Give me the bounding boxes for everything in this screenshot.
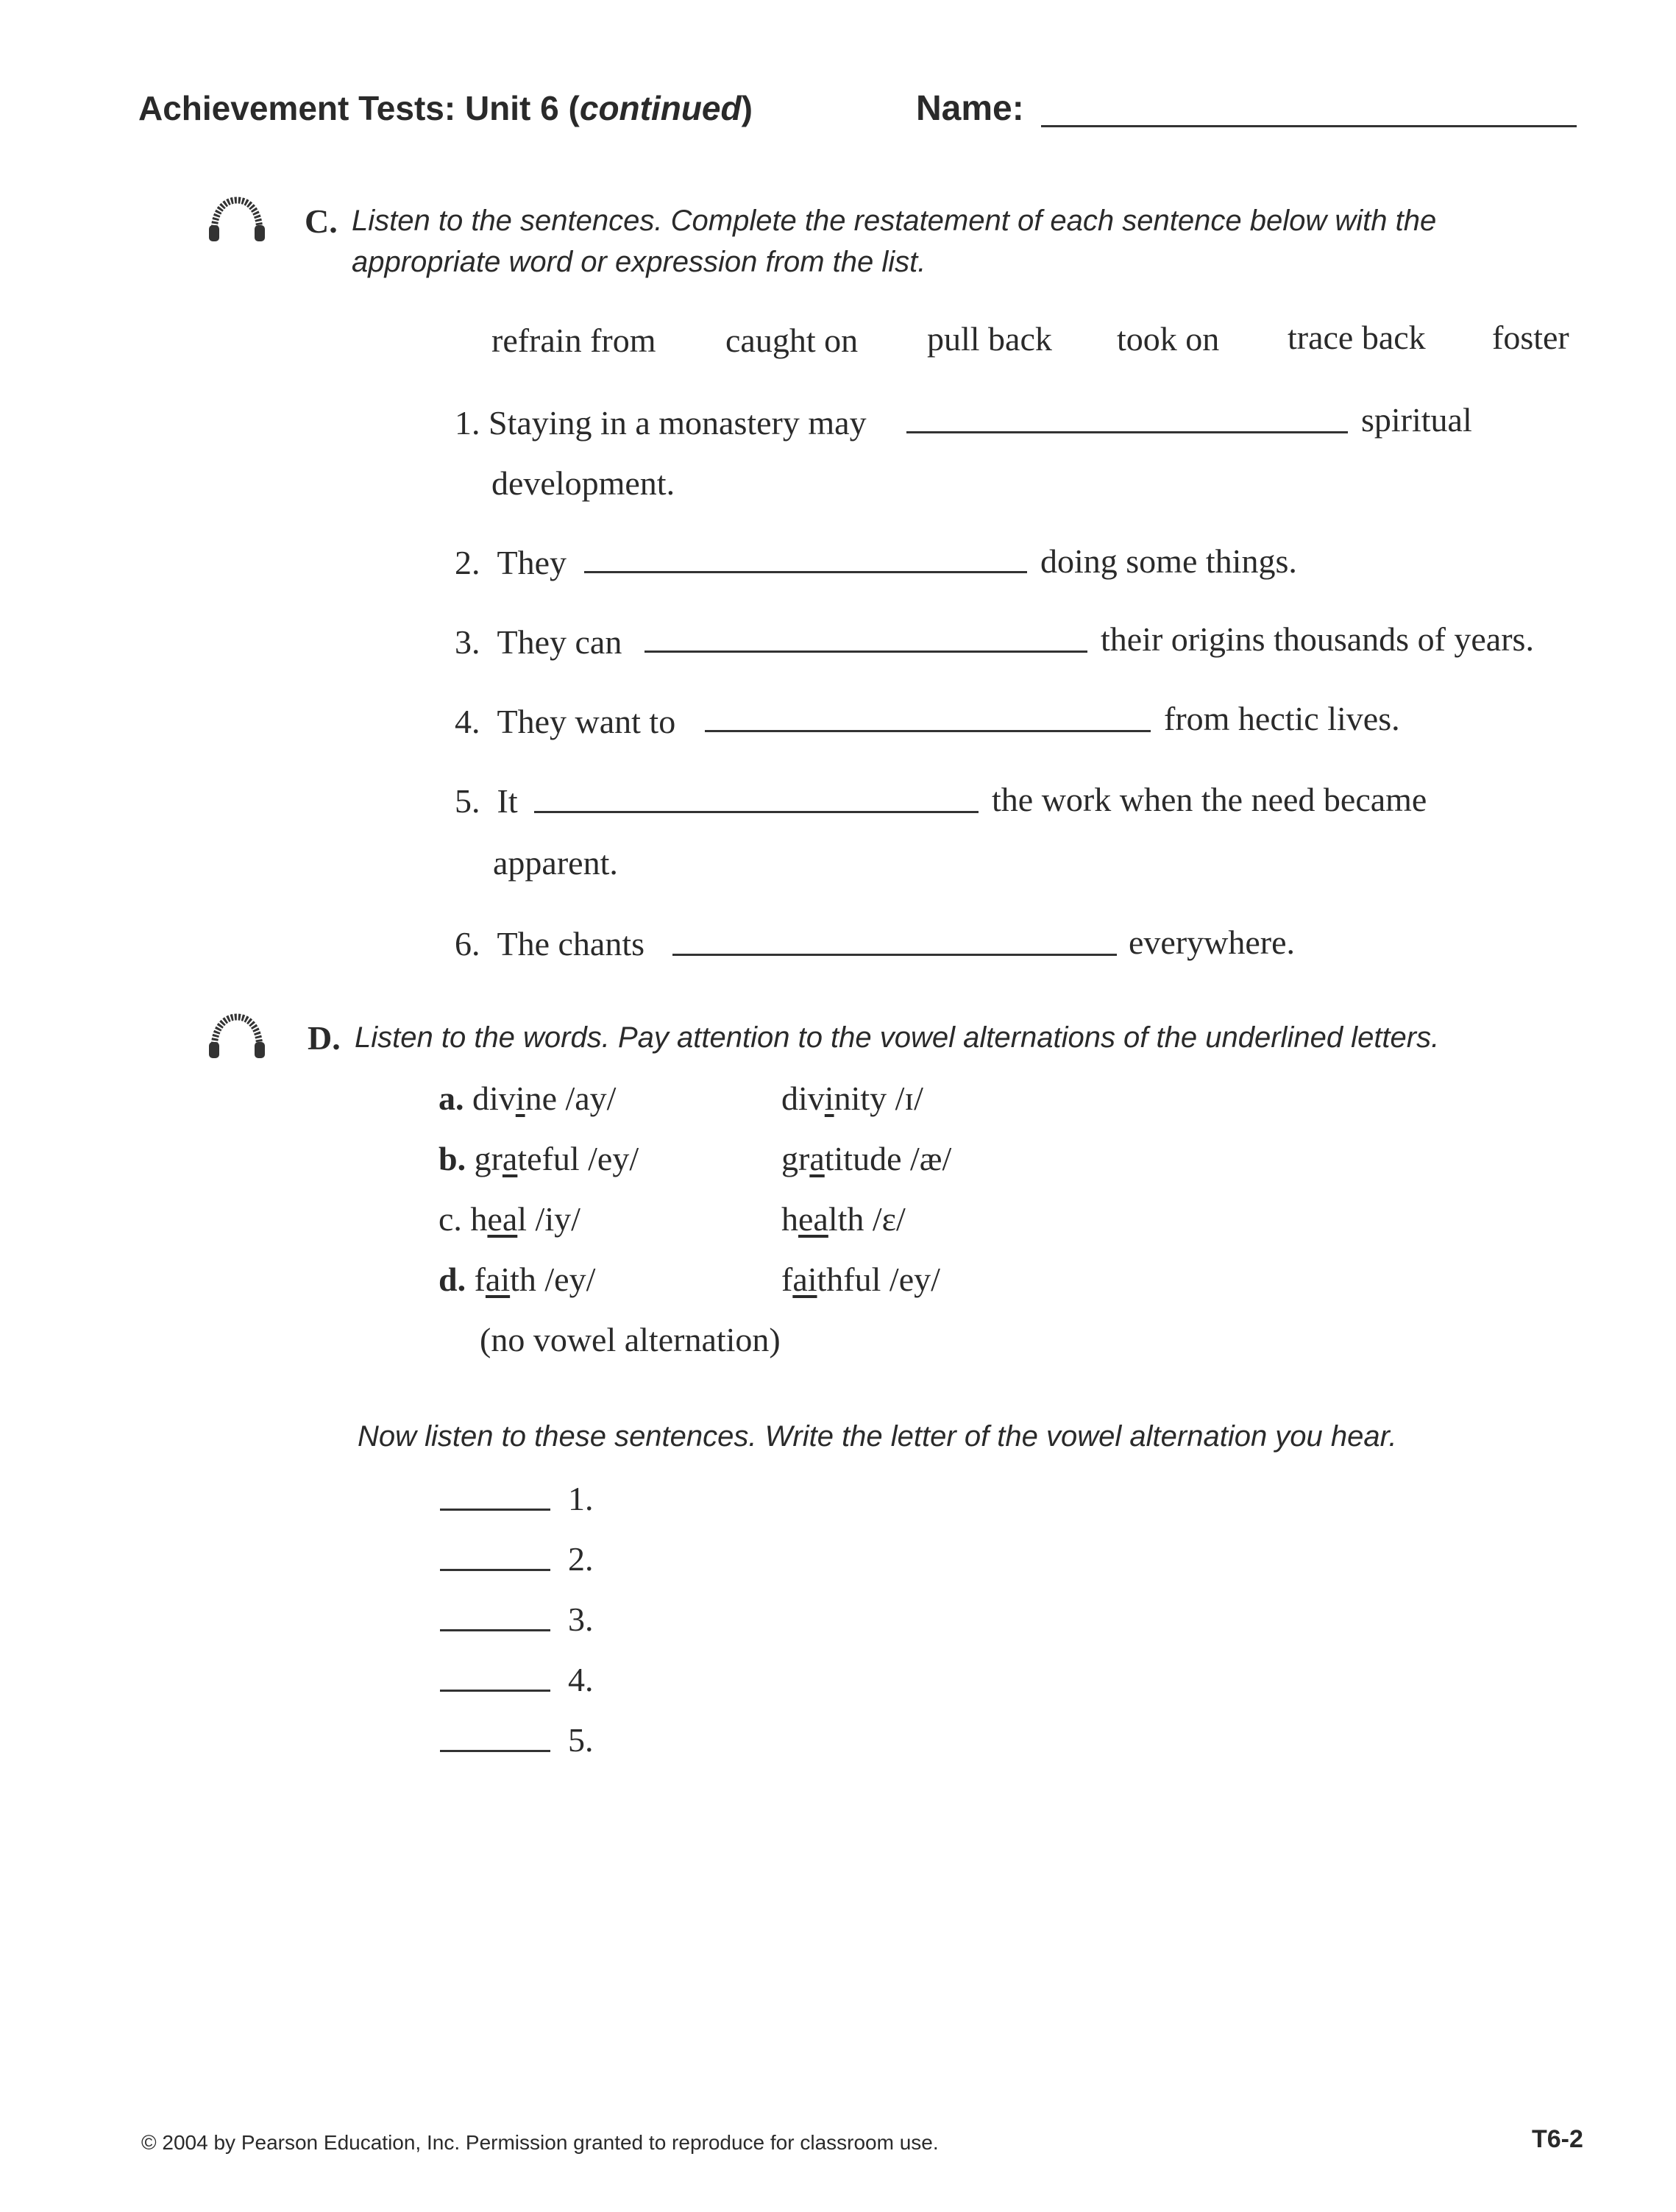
section-c-instruction-line1: Listen to the sentences. Complete the restatement of each sentence below with the [352,205,1437,237]
section-d-instruction: Listen to the words. Pay attention to the vowel alternations of the underlined letters. [355,1021,1440,1054]
answer-blank-6[interactable] [672,954,1117,956]
question-5-after: the work when the need became [992,781,1427,818]
answer-number: 5. [568,1721,594,1759]
answer-line-3[interactable] [440,1629,550,1631]
answer-blank-3[interactable] [645,651,1087,653]
question-6: 6. The chants [455,925,645,963]
question-1: 1. Staying in a monastery may [455,404,867,442]
question-4-after: from hectic lives. [1164,700,1400,737]
question-3: 3. They can [455,623,622,661]
section-c-instruction-line2: appropriate word or expression from the list. [352,246,926,278]
answer-line-4[interactable] [440,1690,550,1692]
word-option: caught on [725,322,859,359]
name-input-line[interactable] [1041,125,1577,127]
question-1-after: spiritual [1361,401,1472,439]
section-d-letter: D. [308,1019,341,1057]
answer-line-2[interactable] [440,1569,550,1571]
answer-blank-2[interactable] [584,571,1027,573]
question-5-continued: apparent. [493,844,618,882]
pair-c-word1: c. heal /iy/ [438,1200,580,1238]
answer-number: 2. [568,1540,594,1578]
page-title: Achievement Tests: Unit 6 (continued) [138,89,753,127]
pair-d-word2: faithful /ey/ [781,1261,940,1298]
page-number: T6-2 [1532,2125,1583,2153]
word-option: trace back [1288,319,1426,356]
answer-number: 4. [568,1661,594,1698]
pair-c-word2: health /ɛ/ [781,1200,906,1238]
question-5: 5. It [455,782,518,820]
answer-blank-4[interactable] [705,730,1151,732]
question-2: 2. They [455,544,567,581]
answer-line-1[interactable] [440,1509,550,1511]
no-alternation-note: (no vowel alternation) [480,1321,781,1358]
pair-a-word1: a. divine /ay/ [438,1080,617,1117]
answer-number: 1. [568,1480,594,1517]
pair-b-word1: b. grateful /ey/ [438,1140,639,1177]
answer-number: 3. [568,1600,594,1638]
question-4: 4. They want to [455,703,676,740]
section-c-letter: C. [305,202,338,240]
pair-b-word2: gratitude /æ/ [781,1140,952,1177]
question-2-after: doing some things. [1040,542,1297,580]
headphones-icon [207,196,266,244]
question-3-after: their origins thousands of years. [1101,620,1534,658]
footer-copyright: © 2004 by Pearson Education, Inc. Permission granted to reproduce for classroom use. [141,2131,939,2154]
now-listen-instruction: Now listen to these sentences. Write the letter of the vowel alternation you hear. [358,1420,1397,1453]
answer-blank-5[interactable] [534,811,979,813]
word-option: refrain from [491,322,656,359]
name-label: Name: [916,89,1024,128]
question-6-after: everywhere. [1129,924,1296,961]
question-1-continued: development. [491,464,675,502]
word-option: pull back [927,320,1052,358]
word-option: foster [1492,319,1569,356]
headphones-icon [207,1013,266,1061]
pair-a-word2: divinity /ɪ/ [781,1080,923,1117]
word-option: took on [1117,320,1220,358]
answer-blank-1[interactable] [906,431,1348,433]
answer-line-5[interactable] [440,1750,550,1752]
pair-d-word1: d. faith /ey/ [438,1261,596,1298]
title-continued: continued [579,89,742,127]
